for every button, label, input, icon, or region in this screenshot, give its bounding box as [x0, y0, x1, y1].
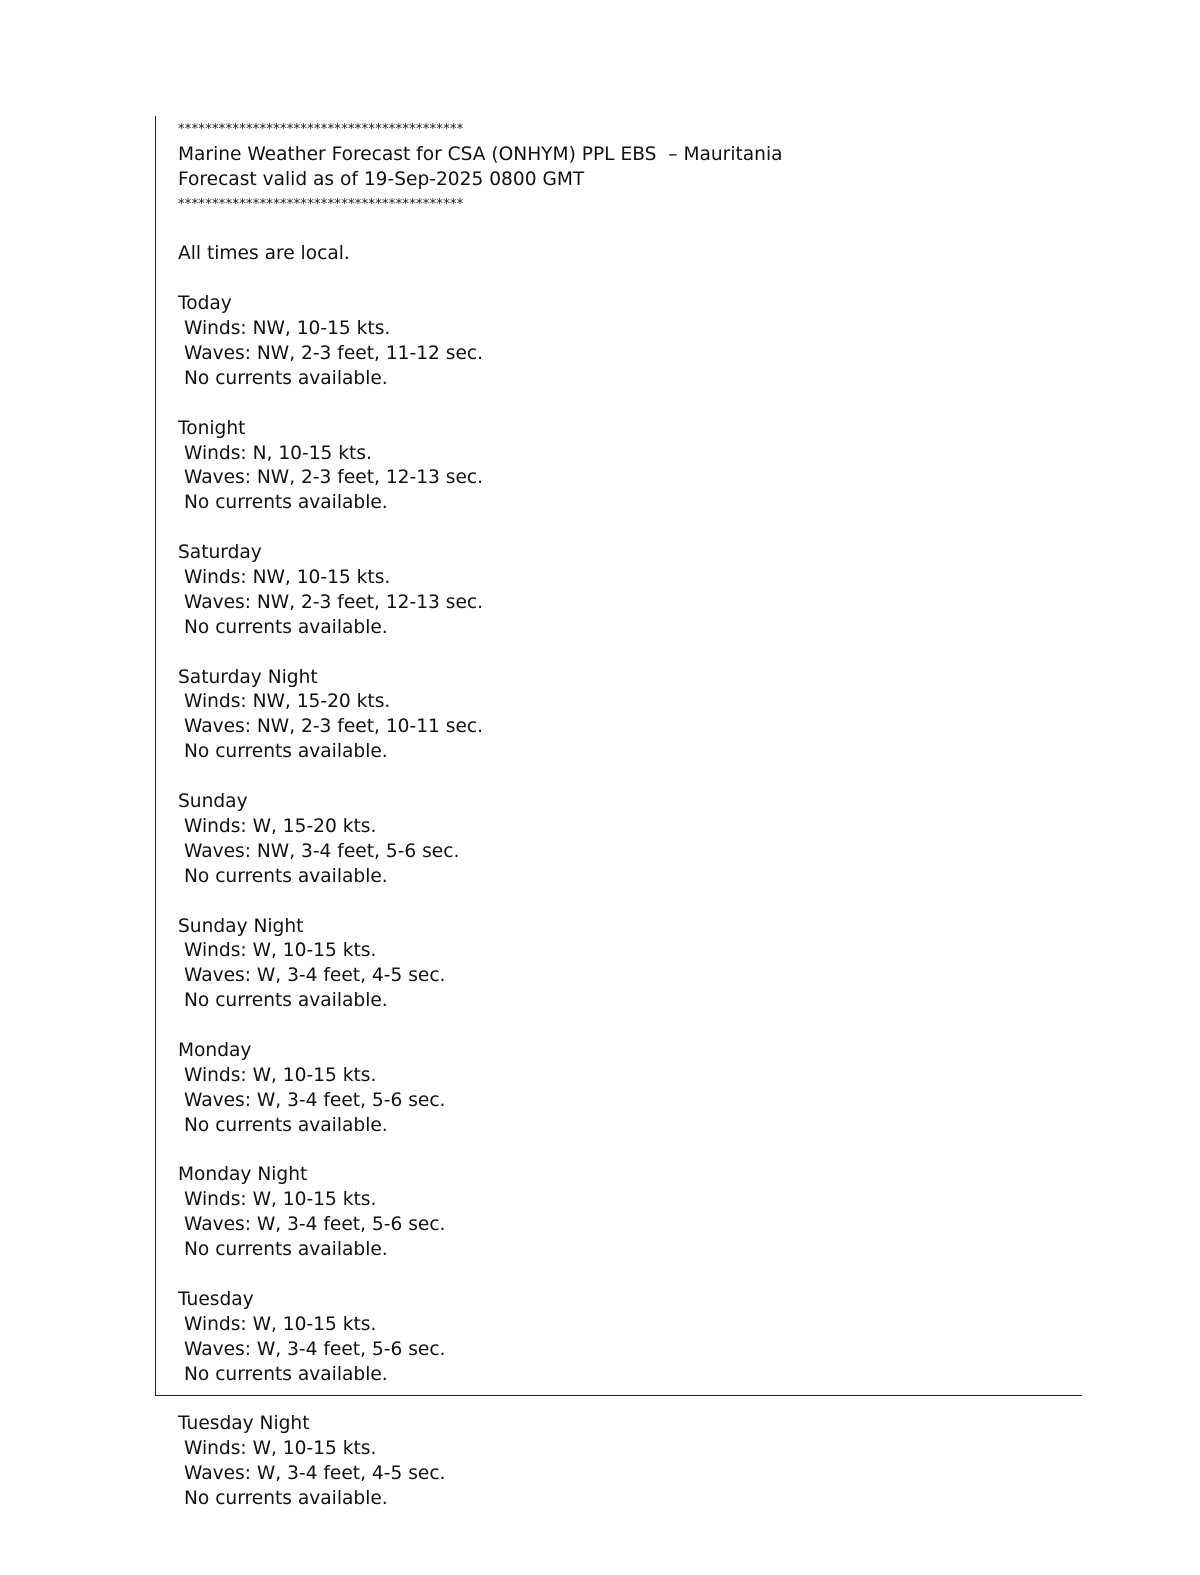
period-waves: Waves: W, 3-4 feet, 5-6 sec. — [184, 1338, 446, 1360]
period-saturday — [178, 541, 1058, 665]
forecast-title: Marine Weather Forecast for CSA (ONHYM) PPL EBS – Mauritania — [178, 143, 783, 165]
period-waves: Waves: NW, 2-3 feet, 12-13 sec. — [184, 591, 484, 613]
spacer — [178, 516, 1058, 541]
period-currents: No currents available. — [184, 990, 388, 1012]
period-name: Saturday — [178, 542, 262, 564]
spacer — [178, 392, 1058, 417]
period-winds: Winds: N, 10-15 kts. — [184, 442, 372, 464]
spacer — [178, 1139, 1058, 1164]
period-winds: Winds: W, 10-15 kts. — [184, 940, 377, 962]
period-waves: Waves: NW, 2-3 feet, 12-13 sec. — [184, 467, 484, 489]
period-winds: Winds: W, 10-15 kts. — [184, 1189, 377, 1211]
forecast-valid-time: Forecast valid as of 19-Sep-2025 0800 GMT — [178, 168, 585, 190]
header-separator-bottom: ****************************************** — [178, 196, 464, 212]
spacer — [178, 1387, 1058, 1412]
period-sunday-night — [178, 915, 1058, 1039]
period-name: Tuesday Night — [178, 1413, 310, 1435]
period-tonight — [178, 417, 1058, 541]
period-waves: Waves: W, 3-4 feet, 5-6 sec. — [184, 1214, 446, 1236]
header-separator-top: ****************************************** — [178, 122, 464, 137]
time-note: All times are local. — [178, 243, 350, 265]
period-winds: Winds: NW, 15-20 kts. — [184, 691, 391, 713]
period-waves: Waves: NW, 2-3 feet, 11-12 sec. — [184, 343, 484, 365]
spacer — [178, 641, 1058, 666]
period-name: Monday Night — [178, 1164, 308, 1186]
period-winds: Winds: NW, 10-15 kts. — [184, 567, 391, 589]
period-waves: Waves: NW, 2-3 feet, 10-11 sec. — [184, 716, 484, 738]
period-currents: No currents available. — [184, 865, 388, 887]
period-currents: No currents available. — [184, 367, 388, 389]
period-currents: No currents available. — [184, 1363, 388, 1385]
period-winds: Winds: W, 10-15 kts. — [184, 1438, 377, 1460]
spacer — [178, 267, 1058, 292]
period-winds: Winds: W, 15-20 kts. — [184, 815, 377, 837]
forecast-document — [178, 118, 1058, 1512]
period-sunday — [178, 790, 1058, 914]
period-currents: No currents available. — [184, 616, 388, 638]
period-name: Tuesday — [178, 1288, 254, 1310]
period-name: Sunday Night — [178, 915, 304, 937]
period-winds: Winds: W, 10-15 kts. — [184, 1064, 377, 1086]
spacer — [178, 218, 1058, 243]
period-waves: Waves: NW, 3-4 feet, 5-6 sec. — [184, 840, 460, 862]
period-currents: No currents available. — [184, 1114, 388, 1136]
period-name: Tonight — [178, 417, 246, 439]
spacer — [178, 1263, 1058, 1288]
period-tuesday — [178, 1288, 1058, 1412]
spacer — [178, 765, 1058, 790]
period-name: Saturday Night — [178, 666, 318, 688]
period-winds: Winds: W, 10-15 kts. — [184, 1313, 377, 1335]
frame-left-border — [155, 116, 156, 1396]
period-today — [178, 292, 1058, 416]
spacer — [178, 1014, 1058, 1039]
period-currents: No currents available. — [184, 492, 388, 514]
period-currents: No currents available. — [184, 1239, 388, 1261]
period-name: Today — [178, 293, 232, 315]
period-waves: Waves: W, 3-4 feet, 4-5 sec. — [184, 965, 446, 987]
period-currents: No currents available. — [184, 1487, 388, 1509]
period-waves: Waves: W, 3-4 feet, 4-5 sec. — [184, 1463, 446, 1485]
period-name: Sunday — [178, 791, 248, 813]
period-winds: Winds: NW, 10-15 kts. — [184, 318, 391, 340]
period-waves: Waves: W, 3-4 feet, 5-6 sec. — [184, 1089, 446, 1111]
period-tuesday-night — [178, 1412, 1058, 1512]
period-monday-night — [178, 1163, 1058, 1287]
period-name: Monday — [178, 1039, 252, 1061]
spacer — [178, 890, 1058, 915]
period-monday — [178, 1039, 1058, 1163]
period-saturday-night — [178, 666, 1058, 790]
period-currents: No currents available. — [184, 741, 388, 763]
